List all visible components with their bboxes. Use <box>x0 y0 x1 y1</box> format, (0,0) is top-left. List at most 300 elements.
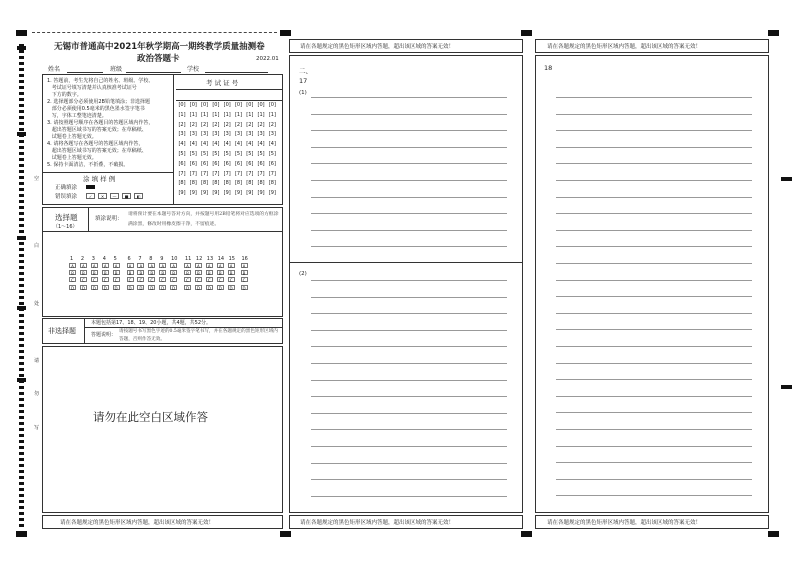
option-bubble-c[interactable]: C <box>113 277 120 282</box>
id-digit-bubble[interactable]: [2] <box>268 121 276 128</box>
option-bubble-b[interactable]: B <box>113 270 120 275</box>
id-digit-bubble[interactable]: [2] <box>178 121 186 128</box>
nonchoice-desc: 本题包括第17、18、19、20小题，共4题，共52分。 <box>91 320 211 326</box>
option-bubble-b[interactable]: B <box>159 270 166 275</box>
timing-dash <box>19 164 24 167</box>
timing-dash <box>19 86 24 89</box>
timing-dash <box>19 248 24 251</box>
id-digit-bubble[interactable]: [0] <box>201 102 209 108</box>
id-digit-bubble[interactable]: [0] <box>234 102 243 108</box>
option-bubble-c[interactable]: C <box>127 277 134 282</box>
id-digit-bubble[interactable]: [2] <box>223 121 231 128</box>
answer-line[interactable] <box>311 396 507 397</box>
id-digit-bubble[interactable]: [4] <box>246 141 254 148</box>
nonchoice-note-text: 请按题号书写黑色字迹的0.5毫米签字笔书写，并在各题规定的黑色矩形区域内答题，否则作答无效。 <box>119 329 278 342</box>
answer-line[interactable] <box>556 114 752 115</box>
id-digit-bubble[interactable]: [7] <box>212 170 220 177</box>
instruction-line: 写，字体工整笔迹清楚。 <box>47 113 107 119</box>
option-bubble-a[interactable]: A <box>241 263 248 268</box>
id-digit-bubble[interactable]: [4] <box>178 141 186 148</box>
option-bubble-c[interactable]: C <box>206 277 213 282</box>
option-bubble-c[interactable]: C <box>102 277 109 282</box>
id-digit-bubble[interactable]: [4] <box>201 141 209 148</box>
option-bubble-d[interactable]: D <box>185 285 190 291</box>
timing-dash <box>19 242 24 245</box>
id-digit-bubble[interactable]: [7] <box>189 170 197 177</box>
side-label: 处 <box>34 301 40 307</box>
option-bubble-b[interactable]: B <box>69 270 76 275</box>
blank-notice: 请勿在此空白区域作答 <box>93 410 208 424</box>
id-digit-bubble[interactable]: [2] <box>246 121 254 128</box>
option-bubble-b[interactable]: B <box>127 270 134 275</box>
id-digit-bubble[interactable]: [3] <box>212 131 220 138</box>
panel3-answer-box <box>535 55 769 513</box>
answer-line[interactable] <box>311 313 507 314</box>
answer-line[interactable] <box>556 213 752 214</box>
option-bubble-a[interactable]: A <box>148 263 155 268</box>
class-field[interactable] <box>126 72 181 73</box>
timing-dash <box>19 230 24 233</box>
id-digit-bubble[interactable]: [8] <box>212 180 220 187</box>
timing-mark <box>17 306 26 310</box>
id-digit-bubble[interactable]: [9] <box>257 190 265 197</box>
answer-line[interactable] <box>556 329 752 330</box>
option-bubble-a[interactable]: A <box>170 263 177 268</box>
answer-line[interactable] <box>311 230 507 231</box>
timing-dash <box>19 50 24 53</box>
id-digit-bubble[interactable]: [8] <box>268 180 276 187</box>
id-digit-bubble[interactable]: [6] <box>178 160 186 167</box>
id-digit-bubble[interactable]: [5] <box>178 151 186 157</box>
answer-line[interactable] <box>556 197 752 198</box>
timing-dash <box>19 332 24 335</box>
timing-dash <box>19 302 24 305</box>
id-digit-bubble[interactable]: [8] <box>234 180 243 187</box>
option-bubble-b[interactable]: B <box>148 270 155 275</box>
id-digit-bubble[interactable]: [4] <box>268 141 276 148</box>
question-number: 16 <box>241 256 248 262</box>
answer-line[interactable] <box>311 180 507 181</box>
option-bubble-a[interactable]: A <box>159 263 166 268</box>
answer-line[interactable] <box>556 263 752 264</box>
option-bubble-d[interactable]: D <box>242 285 246 291</box>
question-number: 7 <box>138 256 142 262</box>
card-subtitle: 政治答题卡 <box>137 54 180 64</box>
answer-line[interactable] <box>311 496 507 497</box>
id-digit-bubble[interactable]: [1] <box>234 111 243 118</box>
option-bubble-c[interactable]: C <box>80 277 87 282</box>
id-digit-bubble[interactable]: [0] <box>178 102 186 108</box>
id-digit-bubble[interactable]: [9] <box>189 190 197 197</box>
id-digit-bubble[interactable]: [9] <box>178 190 186 197</box>
answer-line[interactable] <box>556 163 752 164</box>
timing-mark <box>768 531 779 537</box>
answer-line[interactable] <box>556 379 752 380</box>
side-label: 白 <box>34 243 40 249</box>
question-17-label: 17 <box>299 77 308 85</box>
answer-line[interactable] <box>556 396 752 397</box>
id-digit-bubble[interactable]: [1] <box>268 111 276 118</box>
id-digit-bubble[interactable]: [4] <box>223 141 231 148</box>
instruction-line: 2. 选择题部分必须使用2B铅笔填涂；非选择题 <box>47 99 150 105</box>
timing-dash <box>19 500 24 503</box>
answer-line[interactable] <box>556 479 752 480</box>
option-bubble-a[interactable]: A <box>195 263 202 268</box>
id-digit-bubble[interactable]: [0] <box>223 102 231 108</box>
option-bubble-b[interactable]: B <box>137 270 144 275</box>
id-digit-bubble[interactable]: [5] <box>257 151 265 157</box>
timing-dash <box>19 314 24 317</box>
answer-line[interactable] <box>556 296 752 297</box>
option-bubble-c[interactable]: C <box>91 277 98 282</box>
timing-dash <box>19 344 24 347</box>
nonchoice-vline <box>84 318 85 344</box>
timing-dash <box>19 470 24 473</box>
id-digit-bubble[interactable]: [8] <box>178 180 186 187</box>
answer-line[interactable] <box>556 246 752 247</box>
timing-dash <box>19 104 24 107</box>
school-label: 学校 <box>187 66 200 73</box>
answer-line[interactable] <box>311 429 507 430</box>
instruction-line: 超出答题区域书写的答案无效；在草稿纸、 <box>47 148 147 154</box>
answer-line[interactable] <box>556 363 752 364</box>
timing-dash <box>19 200 24 203</box>
answer-line[interactable] <box>556 147 752 148</box>
answer-line[interactable] <box>556 313 752 314</box>
id-digit-bubble[interactable]: [8] <box>223 180 231 187</box>
option-bubble-d[interactable]: D <box>92 285 96 291</box>
answer-line[interactable] <box>556 97 752 98</box>
id-digit-bubble[interactable]: [5] <box>212 151 220 157</box>
section-two-label: 二、 <box>299 67 312 75</box>
id-digit-bubble[interactable]: [4] <box>212 141 220 148</box>
answer-line[interactable] <box>311 130 507 131</box>
id-digit-bubble[interactable]: [8] <box>257 180 265 187</box>
id-digit-bubble[interactable]: [8] <box>189 180 197 187</box>
panel3-warning-bottom: 请在各题规定的黑色矩形区域内答题，超出该区域的答案无效！ <box>547 520 702 526</box>
timing-dash <box>19 374 24 377</box>
id-digit-bubble[interactable]: [2] <box>257 121 265 128</box>
option-bubble-b[interactable]: B <box>80 270 87 275</box>
answer-line[interactable] <box>556 346 752 347</box>
id-digit-bubble[interactable]: [7] <box>178 170 186 177</box>
choice-header-vline <box>88 207 89 231</box>
option-bubble-a[interactable]: A <box>127 263 134 268</box>
school-field[interactable] <box>205 72 268 73</box>
timing-dash <box>19 224 24 227</box>
side-label: 写 <box>34 425 40 431</box>
answer-line[interactable] <box>556 130 752 131</box>
option-bubble-b[interactable]: B <box>170 270 177 275</box>
id-digit-bubble[interactable]: [3] <box>201 131 209 138</box>
option-bubble-d[interactable]: D <box>70 285 75 291</box>
timing-dash <box>19 254 24 257</box>
option-bubble-d[interactable]: D <box>207 285 211 291</box>
id-digit-bubble[interactable]: [3] <box>234 131 243 138</box>
option-bubble-d[interactable]: D <box>81 285 85 291</box>
answer-line[interactable] <box>311 246 507 247</box>
instruction-line: 试题卷上答题无效。 <box>47 155 97 161</box>
option-bubble-b[interactable]: B <box>228 270 235 275</box>
option-bubble-c[interactable]: C <box>69 277 76 282</box>
timing-dash <box>19 446 24 449</box>
timing-dash <box>19 110 24 113</box>
id-digit-bubble[interactable]: [1] <box>246 111 254 118</box>
option-bubble-a[interactable]: A <box>69 263 76 268</box>
id-digit-bubble[interactable]: [9] <box>246 190 254 197</box>
timing-dash <box>19 422 24 425</box>
option-bubble-d[interactable]: D <box>172 285 176 291</box>
id-digit-bubble[interactable]: [0] <box>268 102 276 108</box>
timing-dash <box>19 440 24 443</box>
timing-dash <box>19 476 24 479</box>
id-digit-bubble[interactable]: [7] <box>234 170 243 177</box>
id-digit-bubble[interactable]: [5] <box>189 151 197 157</box>
id-digit-bubble[interactable]: [7] <box>246 170 254 177</box>
option-bubble-b[interactable]: B <box>241 270 248 275</box>
id-digit-bubble[interactable]: [4] <box>189 141 197 148</box>
id-digit-bubble[interactable]: [1] <box>201 111 209 118</box>
answer-line[interactable] <box>556 462 752 463</box>
id-digit-bubble[interactable]: [9] <box>234 190 243 197</box>
id-digit-bubble[interactable]: [1] <box>178 111 186 118</box>
option-bubble-a[interactable]: A <box>113 263 120 268</box>
id-digit-bubble[interactable]: [5] <box>246 151 254 157</box>
id-digit-bubble[interactable]: [1] <box>189 111 197 118</box>
timing-dash <box>19 152 24 155</box>
wrong-sample-icon: ◧ <box>134 193 143 199</box>
timing-dash <box>19 290 24 293</box>
question-number: 1 <box>70 256 74 262</box>
id-digit-bubble[interactable]: [9] <box>268 190 276 197</box>
option-bubble-a[interactable]: A <box>102 263 109 268</box>
option-bubble-d[interactable]: D <box>128 285 132 291</box>
option-bubble-c[interactable]: C <box>184 277 191 282</box>
panel1-warning: 请在各题规定的黑色矩形区域内答题，超出该区域的答案无效！ <box>60 520 215 526</box>
id-digit-bubble[interactable]: [6] <box>223 160 231 167</box>
answer-line[interactable] <box>311 479 507 480</box>
id-digit-bubble[interactable]: [0] <box>212 102 220 108</box>
timing-dash <box>19 338 24 341</box>
timing-dash <box>19 410 24 413</box>
id-digit-bubble[interactable]: [5] <box>201 151 209 157</box>
id-digit-bubble[interactable]: [6] <box>212 160 220 167</box>
id-digit-bubble[interactable]: [3] <box>257 131 265 138</box>
option-bubble-d[interactable]: D <box>196 285 200 291</box>
id-digit-bubble[interactable]: [7] <box>201 170 209 177</box>
id-digit-bubble[interactable]: [6] <box>201 160 209 167</box>
class-label: 班级 <box>110 66 123 73</box>
answer-line[interactable] <box>556 446 752 447</box>
id-digit-bubble[interactable]: [7] <box>268 170 276 177</box>
option-bubble-d[interactable]: D <box>150 285 154 291</box>
id-digit-bubble[interactable]: [6] <box>234 160 243 167</box>
instruction-line: 试题卷上答题无效。 <box>47 134 97 140</box>
timing-dash <box>19 458 24 461</box>
timing-dash <box>19 98 24 101</box>
top-dash-line <box>32 32 277 33</box>
answer-line[interactable] <box>311 330 507 331</box>
id-digit-bubble[interactable]: [2] <box>189 121 197 128</box>
id-digit-bubble[interactable]: [9] <box>212 190 220 197</box>
answer-line[interactable] <box>311 363 507 364</box>
answer-line[interactable] <box>311 147 507 148</box>
timing-dash <box>19 170 24 173</box>
id-digit-bubble[interactable]: [0] <box>189 102 197 108</box>
timing-dash <box>19 74 24 77</box>
id-digit-bubble[interactable]: [8] <box>201 180 209 187</box>
side-label: 空 <box>34 176 40 182</box>
option-bubble-d[interactable]: D <box>229 285 233 291</box>
instruction-line: 部分必须使用0.5毫米的黑色墨水签字笔书 <box>47 106 145 112</box>
option-bubble-c[interactable]: C <box>228 277 235 282</box>
timing-mark <box>781 385 792 389</box>
name-field[interactable] <box>67 72 103 73</box>
timing-dash <box>19 368 24 371</box>
id-digit-bubble[interactable]: [6] <box>268 160 276 167</box>
timing-dash <box>19 62 24 65</box>
option-bubble-b[interactable]: B <box>184 270 191 275</box>
id-digit-bubble[interactable]: [6] <box>189 160 197 167</box>
option-bubble-c[interactable]: C <box>170 277 177 282</box>
answer-line[interactable] <box>311 163 507 164</box>
option-bubble-c[interactable]: C <box>148 277 155 282</box>
option-bubble-a[interactable]: A <box>217 263 224 268</box>
fill-sample-title: 涂 填 样 例 <box>83 175 116 183</box>
option-bubble-d[interactable]: D <box>139 285 143 291</box>
timing-dash <box>19 140 24 143</box>
timing-dash <box>19 146 24 149</box>
answer-line[interactable] <box>311 463 507 464</box>
answer-line[interactable] <box>311 197 507 198</box>
id-digit-bubble[interactable]: [2] <box>234 121 243 128</box>
answer-line[interactable] <box>311 297 507 298</box>
instruction-line: 下方的数字。 <box>47 92 82 98</box>
timing-dash <box>19 398 24 401</box>
option-bubble-b[interactable]: B <box>91 270 98 275</box>
timing-mark <box>280 30 291 36</box>
timing-dash <box>19 176 24 179</box>
timing-mark <box>521 531 532 537</box>
id-digit-bubble[interactable]: [8] <box>246 180 254 187</box>
option-bubble-a[interactable]: A <box>80 263 87 268</box>
instruction-line: 4. 请将各题写在各题号的答题区域内作答， <box>47 141 144 147</box>
id-digit-bubble[interactable]: [3] <box>223 131 231 138</box>
id-digit-bubble[interactable]: [6] <box>257 160 265 167</box>
timing-dash <box>19 68 24 71</box>
id-digit-bubble[interactable]: [5] <box>268 151 276 157</box>
option-bubble-a[interactable]: A <box>91 263 98 268</box>
option-bubble-c[interactable]: C <box>159 277 166 282</box>
id-digit-bubble[interactable]: [5] <box>223 151 231 157</box>
timing-dash <box>19 188 24 191</box>
question-18-label: 18 <box>544 64 553 72</box>
id-digit-bubble[interactable]: [3] <box>268 131 276 138</box>
id-digit-bubble[interactable]: [9] <box>223 190 231 197</box>
id-digit-bubble[interactable]: [3] <box>246 131 254 138</box>
answer-line[interactable] <box>556 230 752 231</box>
id-digit-bubble[interactable]: [5] <box>234 151 243 157</box>
option-bubble-d[interactable]: D <box>114 285 118 291</box>
answer-line[interactable] <box>556 280 752 281</box>
timing-mark <box>280 531 291 537</box>
answer-line[interactable] <box>311 97 507 98</box>
id-digit-bubble[interactable]: [7] <box>223 170 231 177</box>
timing-dash <box>19 362 24 365</box>
question-number: 8 <box>149 256 153 262</box>
timing-dash <box>19 524 24 527</box>
option-bubble-b[interactable]: B <box>195 270 202 275</box>
fill-wrong-samples <box>86 193 146 200</box>
exam-title: 无锡市普通高中2021年秋学期高一期终教学质量抽测卷 <box>54 42 265 52</box>
id-digit-bubble[interactable]: [1] <box>223 111 231 118</box>
timing-dash <box>19 284 24 287</box>
id-digit-bubble[interactable]: [9] <box>201 190 209 197</box>
option-bubble-a[interactable]: A <box>206 263 213 268</box>
timing-dash <box>19 416 24 419</box>
answer-line[interactable] <box>311 114 507 115</box>
id-digit-bubble[interactable]: [1] <box>257 111 265 118</box>
id-digit-bubble[interactable]: [3] <box>189 131 197 138</box>
option-bubble-a[interactable]: A <box>137 263 144 268</box>
option-bubble-d[interactable]: D <box>218 285 222 291</box>
id-digit-bubble[interactable]: [0] <box>246 102 254 108</box>
option-bubble-b[interactable]: B <box>102 270 109 275</box>
id-digit-bubble[interactable]: [3] <box>178 131 186 138</box>
option-bubble-c[interactable]: C <box>217 277 224 282</box>
option-bubble-b[interactable]: B <box>217 270 224 275</box>
option-bubble-d[interactable]: D <box>161 285 165 291</box>
timing-mark <box>781 177 792 181</box>
option-bubble-c[interactable]: C <box>195 277 202 282</box>
fill-sample-divider <box>42 172 173 173</box>
answer-line[interactable] <box>556 180 752 181</box>
answer-line[interactable] <box>556 495 752 496</box>
answer-line[interactable] <box>311 346 507 347</box>
answer-line[interactable] <box>311 213 507 214</box>
timing-dash <box>19 428 24 431</box>
option-bubble-c[interactable]: C <box>137 277 144 282</box>
answer-line[interactable] <box>556 412 752 413</box>
id-digit-bubble[interactable]: [7] <box>257 170 265 177</box>
id-digit-bubble[interactable]: [2] <box>212 121 220 128</box>
timing-dash <box>19 122 24 125</box>
option-bubble-a[interactable]: A <box>228 263 235 268</box>
answer-line[interactable] <box>311 446 507 447</box>
timing-mark <box>17 236 26 240</box>
timing-mark <box>17 46 26 50</box>
answer-line[interactable] <box>311 280 507 281</box>
answer-line[interactable] <box>556 429 752 430</box>
timing-dash <box>19 494 24 497</box>
id-digit-bubble[interactable]: [6] <box>246 160 254 167</box>
option-bubble-c[interactable]: C <box>241 277 248 282</box>
id-digit-bubble[interactable]: [1] <box>212 111 220 118</box>
id-digit-bubble[interactable]: [0] <box>257 102 265 108</box>
timing-dash <box>19 356 24 359</box>
answer-line[interactable] <box>311 413 507 414</box>
id-digit-bubble[interactable]: [4] <box>234 141 243 148</box>
id-digit-bubble[interactable]: [2] <box>201 121 209 128</box>
option-bubble-b[interactable]: B <box>206 270 213 275</box>
id-digit-bubble[interactable]: [4] <box>257 141 265 148</box>
timing-mark <box>768 30 779 36</box>
option-bubble-d[interactable]: D <box>103 285 107 291</box>
option-bubble-a[interactable]: A <box>184 263 191 268</box>
answer-line[interactable] <box>311 380 507 381</box>
id-title: 考 试 证 号 <box>206 79 239 87</box>
question-number: 9 <box>160 256 164 262</box>
